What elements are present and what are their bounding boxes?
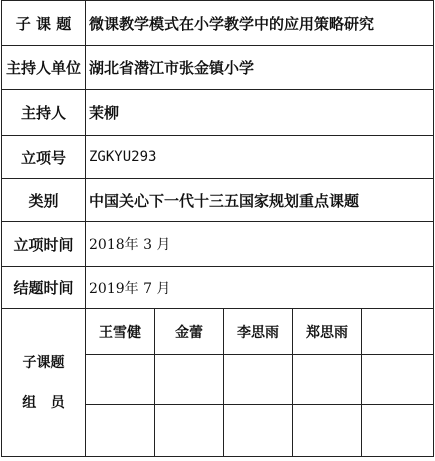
label-subtopic: 子 课 题 — [2, 1, 86, 46]
label-host-unit: 主持人单位 — [2, 46, 86, 90]
value-host: 茉柳 — [86, 90, 434, 136]
blank-cell — [362, 355, 434, 405]
label-members-line1: 子课题 — [22, 354, 65, 371]
value-category: 中国关心下一代十三五国家规划重点课题 — [86, 179, 434, 222]
blank-cell — [293, 405, 362, 457]
blank-cell — [155, 355, 224, 405]
row-start-date — [2, 222, 434, 267]
row-category — [2, 179, 434, 222]
blank-cell — [293, 355, 362, 405]
blank-cell — [224, 405, 293, 457]
project-info-form — [1, 0, 433, 458]
label-members — [2, 309, 86, 457]
member-name: 郑思雨 — [293, 309, 362, 355]
value-end-date: 2019年 7 月 — [86, 267, 434, 309]
member-name — [362, 309, 434, 355]
member-name: 王雪健 — [86, 309, 155, 355]
value-subtopic: 微课教学模式在小学教学中的应用策略研究 — [86, 1, 434, 46]
label-category: 类别 — [2, 179, 86, 222]
label-members-line2: 组 员 — [22, 394, 65, 411]
row-host-unit — [2, 46, 434, 90]
label-host: 主持人 — [2, 90, 86, 136]
label-project-number: 立项号 — [2, 136, 86, 179]
value-host-unit: 湖北省潜江市张金镇小学 — [86, 46, 434, 90]
blank-cell — [224, 355, 293, 405]
row-host — [2, 90, 434, 136]
value-start-date: 2018年 3 月 — [86, 222, 434, 267]
label-end-date: 结题时间 — [2, 267, 86, 309]
blank-cell — [155, 405, 224, 457]
blank-cell — [86, 405, 155, 457]
member-name: 李思雨 — [224, 309, 293, 355]
member-name: 金蕾 — [155, 309, 224, 355]
row-project-number — [2, 136, 434, 179]
row-end-date — [2, 267, 434, 309]
blank-cell — [86, 355, 155, 405]
blank-cell — [362, 405, 434, 457]
label-start-date: 立项时间 — [2, 222, 86, 267]
info-table — [1, 0, 434, 457]
row-subtopic — [2, 1, 434, 46]
value-project-number: ZGKYU293 — [86, 136, 434, 179]
row-members-names — [2, 309, 434, 355]
